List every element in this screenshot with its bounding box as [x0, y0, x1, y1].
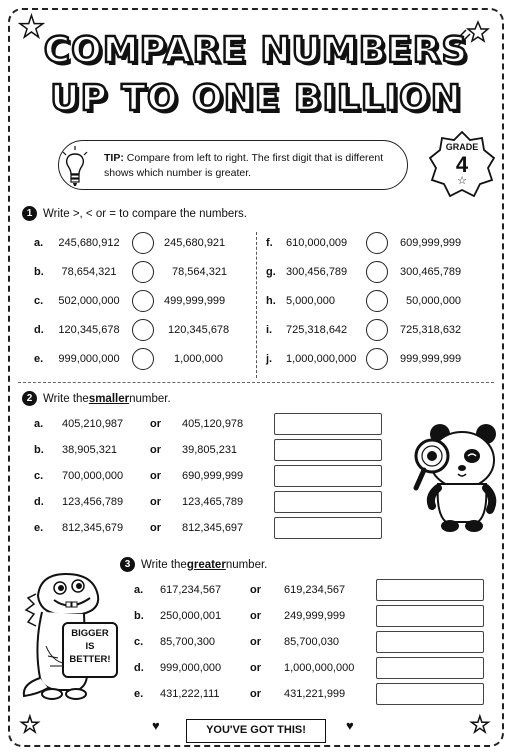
- number-b: 690,999,999: [182, 470, 244, 482]
- number-b: 300,465,789: [400, 266, 462, 278]
- row-letter: e.: [134, 688, 144, 700]
- sign-line-1: BIGGER: [71, 628, 109, 639]
- number-a: 120,345,678: [58, 324, 120, 336]
- answer-box[interactable]: [376, 631, 484, 653]
- answer-box[interactable]: [274, 491, 382, 513]
- tip-label: TIP:: [104, 152, 124, 164]
- section-2-instruction-pre: Write the: [43, 392, 89, 405]
- number-a: 85,700,300: [160, 636, 216, 648]
- section-1-instruction: Write >, < or = to compare the numbers.: [43, 207, 248, 220]
- compare-circle[interactable]: [366, 232, 388, 254]
- compare-row: [266, 291, 496, 311]
- section-3-instruction-post: number.: [225, 558, 268, 571]
- answer-box[interactable]: [274, 517, 382, 539]
- write-row: [134, 606, 484, 626]
- compare-circle[interactable]: [132, 319, 154, 341]
- write-row: [134, 684, 484, 704]
- compare-circle[interactable]: [132, 261, 154, 283]
- section-2-instruction-post: number.: [129, 392, 171, 405]
- write-row: [34, 414, 384, 434]
- write-row: [34, 518, 384, 538]
- compare-circle[interactable]: [132, 290, 154, 312]
- section-3-heading: [120, 557, 267, 572]
- or-label: or: [250, 584, 261, 596]
- section-number: 2: [22, 391, 37, 406]
- number-b: 609,999,999: [400, 237, 462, 249]
- number-b: 1,000,000,000: [284, 662, 355, 674]
- number-a: 502,000,000: [58, 295, 120, 307]
- lightbulb-icon: [60, 145, 90, 189]
- or-label: or: [250, 688, 261, 700]
- row-letter: d.: [34, 324, 44, 336]
- number-b: 405,120,978: [182, 418, 244, 430]
- number-a: 78,654,321: [61, 266, 117, 278]
- answer-box[interactable]: [274, 439, 382, 461]
- number-b: 1,000,000: [174, 353, 223, 365]
- write-row: [34, 492, 384, 512]
- heart-icon: ♥: [346, 718, 354, 733]
- tip-text: [104, 151, 404, 181]
- compare-row: [34, 320, 254, 340]
- number-a: 999,000,000: [160, 662, 222, 674]
- tip-body: Compare from left to right. The first digit that is different shows which number is greater.: [104, 152, 384, 180]
- row-letter: d.: [34, 496, 44, 508]
- number-b: 619,234,567: [284, 584, 346, 596]
- column-divider: [256, 232, 257, 378]
- row-letter: j.: [266, 353, 273, 365]
- star-icon: ★: [470, 712, 490, 737]
- number-a: 999,000,000: [58, 353, 120, 365]
- number-b: 245,680,921: [164, 237, 226, 249]
- compare-circle[interactable]: [366, 290, 388, 312]
- section-3-instruction-emphasis: greater: [186, 558, 226, 571]
- write-row: [34, 440, 384, 460]
- compare-row: [34, 349, 254, 369]
- or-label: or: [150, 522, 161, 534]
- compare-circle[interactable]: [366, 261, 388, 283]
- row-letter: d.: [134, 662, 144, 674]
- number-b: 120,345,678: [168, 324, 230, 336]
- or-label: or: [150, 418, 161, 430]
- row-letter: i.: [266, 324, 273, 336]
- row-letter: e.: [34, 522, 44, 534]
- number-b: 725,318,632: [400, 324, 462, 336]
- number-b: 123,465,789: [182, 496, 244, 508]
- section-number: 1: [22, 206, 37, 221]
- or-label: or: [250, 662, 261, 674]
- or-label: or: [250, 610, 261, 622]
- number-a: 300,456,789: [286, 266, 348, 278]
- or-label: or: [250, 636, 261, 648]
- write-row: [134, 632, 484, 652]
- or-label: or: [150, 496, 161, 508]
- grade-badge: [426, 130, 498, 200]
- or-label: or: [150, 470, 161, 482]
- section-1-heading: [22, 206, 247, 221]
- number-a: 123,456,789: [62, 496, 124, 508]
- number-a: 245,680,912: [58, 237, 120, 249]
- number-a: 250,000,001: [160, 610, 222, 622]
- heart-icon: ♥: [152, 718, 160, 733]
- section-2-instruction-emphasis: smaller: [88, 392, 130, 405]
- row-letter: a.: [34, 418, 44, 430]
- grade-number: 4: [455, 152, 469, 177]
- compare-row: [266, 320, 496, 340]
- number-a: 1,000,000,000: [286, 353, 357, 365]
- answer-box[interactable]: [274, 465, 382, 487]
- row-letter: g.: [266, 266, 276, 278]
- compare-row: [266, 262, 496, 282]
- row-letter: a.: [34, 237, 44, 249]
- number-a: 617,234,567: [160, 584, 222, 596]
- number-a: 725,318,642: [286, 324, 348, 336]
- number-b: 999,999,999: [400, 353, 462, 365]
- section-number: 3: [120, 557, 135, 572]
- row-letter: b.: [34, 266, 44, 278]
- panda-magnifier-icon: [402, 418, 498, 534]
- row-letter: c.: [34, 470, 44, 482]
- compare-row: [34, 233, 254, 253]
- answer-box[interactable]: [274, 413, 382, 435]
- section-3-instruction-pre: Write the: [141, 558, 187, 571]
- answer-box[interactable]: [376, 579, 484, 601]
- number-b: 431,221,999: [284, 688, 346, 700]
- compare-row: [266, 233, 496, 253]
- number-a: 405,210,987: [62, 418, 124, 430]
- section-2-heading: [22, 391, 171, 406]
- row-letter: b.: [134, 610, 144, 622]
- compare-circle[interactable]: [132, 348, 154, 370]
- number-b: 50,000,000: [406, 295, 462, 307]
- number-a: 38,905,321: [62, 444, 118, 456]
- write-row: [134, 658, 484, 678]
- sign-line-2: IS: [85, 641, 95, 652]
- answer-box[interactable]: [376, 605, 484, 627]
- row-letter: b.: [34, 444, 44, 456]
- number-a: 700,000,000: [62, 470, 124, 482]
- grade-label: GRADE: [445, 142, 479, 152]
- number-a: 5,000,000: [286, 295, 335, 307]
- row-letter: c.: [134, 636, 144, 648]
- answer-box[interactable]: [376, 683, 484, 705]
- number-b: 39,805,231: [182, 444, 238, 456]
- page-title-line-1: COMPARE NUMBERS: [43, 30, 469, 71]
- row-letter: e.: [34, 353, 44, 365]
- number-b: 249,999,999: [284, 610, 346, 622]
- page-title-line-2: UP TO ONE BILLION: [50, 78, 462, 119]
- answer-box[interactable]: [376, 657, 484, 679]
- footer-banner: YOU'VE GOT THIS!: [186, 719, 326, 743]
- compare-row: [266, 349, 496, 369]
- row-letter: f.: [266, 237, 273, 249]
- row-letter: c.: [34, 295, 44, 307]
- write-row: [34, 466, 384, 486]
- row-letter: h.: [266, 295, 276, 307]
- star-icon: ☆: [457, 175, 467, 187]
- bigger-is-better-sign: [62, 622, 118, 678]
- number-b: 78,564,321: [172, 266, 228, 278]
- compare-circle[interactable]: [132, 232, 154, 254]
- number-a: 610,000,009: [286, 237, 348, 249]
- sign-line-3: BETTER!: [69, 654, 111, 665]
- number-b: 812,345,697: [182, 522, 244, 534]
- number-b: 85,700,030: [284, 636, 340, 648]
- compare-row: [34, 291, 254, 311]
- write-row: [134, 580, 484, 600]
- star-icon: ★: [18, 11, 45, 44]
- star-icon: ★: [20, 712, 40, 737]
- number-b: 499,999,999: [164, 295, 226, 307]
- number-a: 812,345,679: [62, 522, 124, 534]
- compare-circle[interactable]: [366, 348, 388, 370]
- compare-circle[interactable]: [366, 319, 388, 341]
- compare-row: [34, 262, 254, 282]
- or-label: or: [150, 444, 161, 456]
- section-divider: [18, 382, 494, 383]
- number-a: 431,222,111: [160, 688, 220, 700]
- row-letter: a.: [134, 584, 144, 596]
